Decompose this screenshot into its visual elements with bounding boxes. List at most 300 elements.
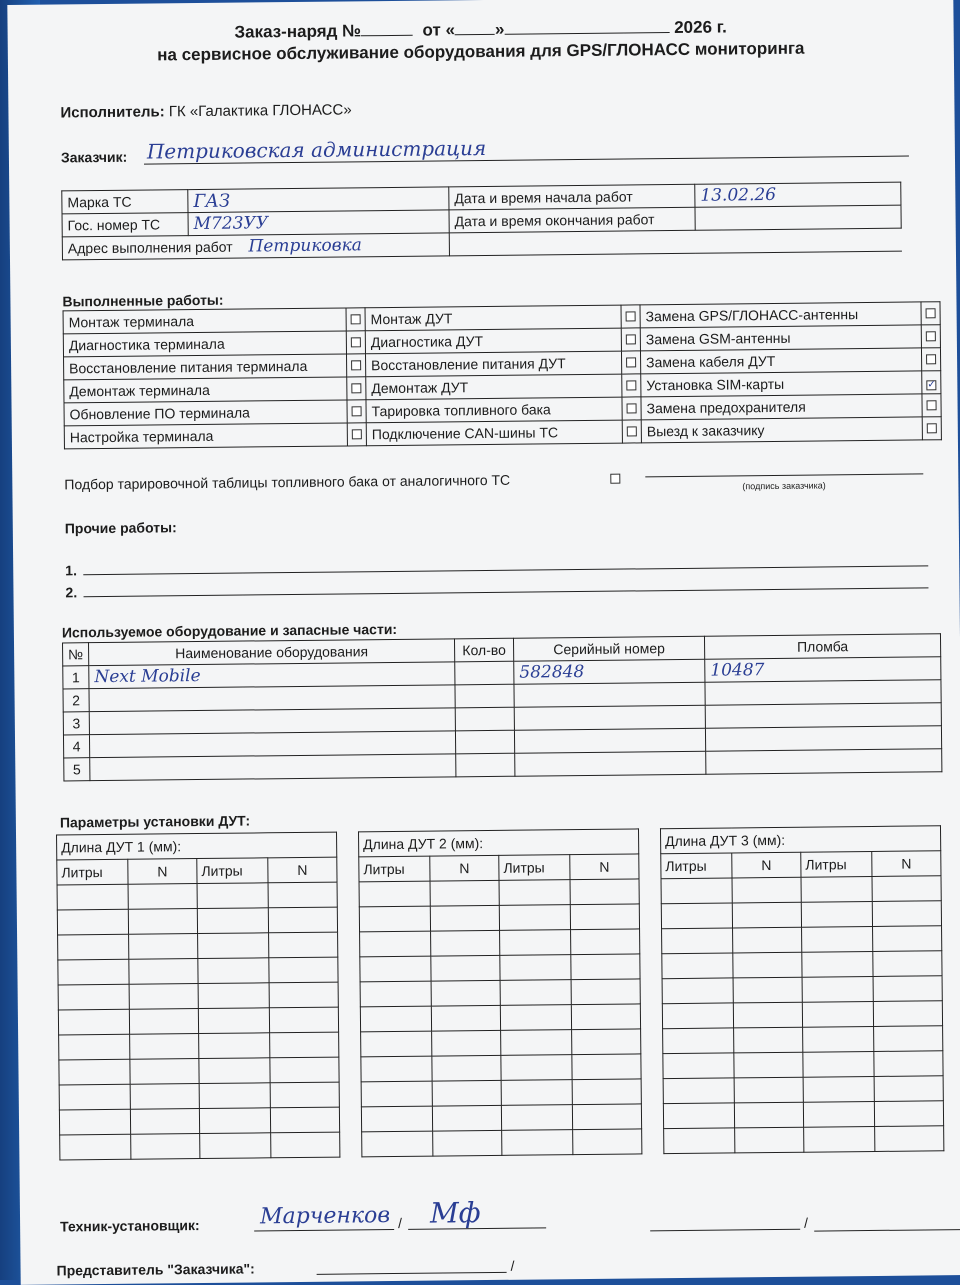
dut-cell[interactable] — [732, 902, 801, 928]
empty-box-icon — [926, 354, 936, 364]
dut-cell[interactable] — [804, 1126, 875, 1152]
address-label: Адрес выполнения работ — [67, 238, 233, 257]
empty-box-icon — [626, 357, 636, 367]
dut-row — [361, 1054, 641, 1082]
work-item-label: Замена предохранителя — [641, 394, 922, 420]
dut-cell[interactable] — [129, 934, 198, 960]
dut-cell[interactable] — [874, 1026, 943, 1052]
work-item-label: Тарировка топливного бака — [366, 397, 622, 423]
dut-cell[interactable] — [663, 1053, 734, 1079]
dut-row — [662, 926, 942, 954]
dut-cell[interactable] — [59, 1059, 130, 1085]
other-work-2-label: 2. — [65, 584, 78, 601]
dut-col-header: Литры — [57, 859, 128, 885]
work-item-label: Восстановление питания терминала — [64, 354, 347, 380]
address-line — [449, 228, 901, 256]
dut-row — [360, 929, 640, 957]
dut-cell[interactable] — [571, 979, 640, 1005]
dut-cell[interactable] — [872, 901, 941, 927]
dut-row — [662, 951, 942, 979]
dut-cell[interactable] — [58, 959, 129, 985]
vehicle-table — [61, 182, 902, 261]
dut-cell[interactable] — [572, 1054, 641, 1080]
dut-cell[interactable] — [268, 907, 337, 933]
dut-cell[interactable] — [271, 1132, 340, 1158]
calibration-checkbox[interactable] — [610, 471, 620, 489]
equipment-qty — [455, 707, 514, 731]
dut-cell[interactable] — [199, 1058, 270, 1084]
works-table — [63, 301, 942, 449]
dut-cell[interactable] — [573, 1129, 642, 1155]
work-item-checkbox[interactable] — [347, 400, 366, 423]
customer-rep-separator: / — [510, 1257, 515, 1274]
dut-cell[interactable] — [873, 951, 942, 977]
customer-rep-label: Представитель "Заказчика": — [56, 1260, 255, 1279]
dut-cell[interactable] — [662, 1003, 733, 1029]
dut-row — [58, 982, 338, 1010]
dut-cell[interactable] — [803, 1026, 874, 1052]
dut-row — [59, 1082, 339, 1110]
dut-cell[interactable] — [803, 1101, 874, 1127]
dut-cell[interactable] — [571, 1004, 640, 1030]
equipment-col-no: № — [63, 643, 89, 666]
technician-name-line — [254, 1229, 394, 1231]
order-title: Заказ-наряд № от « » 2026 г. — [234, 17, 727, 42]
dut-cell[interactable] — [662, 978, 733, 1004]
dut-cell[interactable] — [802, 976, 873, 1002]
dut-cell[interactable] — [58, 934, 129, 960]
dut-cell[interactable] — [570, 904, 639, 930]
dut-cell[interactable] — [500, 1005, 571, 1031]
dut-cell[interactable] — [199, 1033, 270, 1059]
dut-row — [362, 1129, 642, 1157]
dut-table-1 — [56, 832, 340, 1161]
work-item-label: Выезд к заказчику — [641, 417, 922, 443]
empty-box-icon — [927, 423, 937, 433]
dut-col-header: N — [732, 852, 801, 878]
dut-row — [662, 1001, 942, 1029]
dut-cell[interactable] — [873, 1001, 942, 1027]
dut-cell[interactable] — [269, 957, 338, 983]
dut-row — [361, 1104, 641, 1132]
equipment-qty — [455, 730, 514, 754]
dut-length-title: Длина ДУТ 1 (мм): — [57, 832, 337, 860]
equipment-serial — [514, 705, 705, 730]
empty-box-icon — [627, 403, 637, 413]
work-item-checkbox[interactable] — [347, 377, 366, 400]
dut-col-header: Литры — [197, 858, 268, 884]
brand-value: ГАЗ — [188, 187, 449, 213]
dut-cell[interactable] — [130, 1059, 199, 1085]
dut-row — [663, 1101, 943, 1129]
dut-cell[interactable] — [129, 1009, 198, 1035]
dut-cell[interactable] — [360, 931, 431, 957]
dut-cell[interactable] — [734, 1077, 803, 1103]
equipment-name: Next Mobile — [89, 662, 455, 689]
dut-cell[interactable] — [501, 1055, 572, 1081]
equipment-qty — [455, 661, 514, 685]
dut-row — [57, 882, 337, 910]
dut-cell[interactable] — [199, 1083, 270, 1109]
dut-row — [359, 879, 639, 907]
start-value: 13.02.26 — [695, 182, 901, 207]
work-item-label: Монтаж ДУТ — [365, 305, 621, 331]
dut-cell[interactable] — [431, 930, 500, 956]
dut-col-header: N — [430, 855, 499, 881]
dut-cell[interactable] — [130, 1034, 199, 1060]
dut-row — [60, 1132, 340, 1160]
empty-box-icon — [626, 311, 636, 321]
work-item-label: Замена GPS/ГЛОНАСС-антенны — [640, 302, 921, 328]
dut-cell[interactable] — [269, 932, 338, 958]
dut-cell[interactable] — [874, 1076, 943, 1102]
dut-cell[interactable] — [431, 980, 500, 1006]
dut-cell[interactable] — [661, 878, 732, 904]
work-item-label: Диагностика ДУТ — [365, 328, 621, 354]
dut-cell[interactable] — [661, 903, 732, 929]
equipment-no: 4 — [63, 735, 89, 758]
work-item-label: Восстановление питания ДУТ — [365, 351, 621, 377]
work-item-label: Замена GSM-антенны — [640, 325, 921, 351]
dut-cell[interactable] — [362, 1131, 433, 1157]
order-subtitle: на сервисное обслуживание оборудования для GPS/ГЛОНАСС мониторинга — [157, 38, 805, 65]
dut-cell[interactable] — [57, 884, 128, 910]
dut-cell[interactable] — [500, 930, 571, 956]
customer-value: Петриковская администрация — [146, 135, 487, 164]
work-item-checkbox[interactable] — [346, 331, 365, 354]
dut-cell[interactable] — [500, 955, 571, 981]
dut-col-header: Литры — [801, 851, 872, 877]
customer-signature-line — [645, 473, 923, 477]
dut-row — [59, 1107, 339, 1135]
work-item-checkbox[interactable] — [622, 397, 641, 420]
work-item-label: Обновление ПО терминала — [64, 400, 347, 426]
equipment-serial — [514, 728, 705, 753]
dut-cell[interactable] — [359, 881, 430, 907]
dut-cell[interactable] — [803, 1076, 874, 1102]
other-work-1-label: 1. — [65, 562, 78, 579]
dut-cell[interactable] — [733, 1002, 802, 1028]
dut-cell[interactable] — [735, 1127, 804, 1153]
dut-cell[interactable] — [198, 1008, 269, 1034]
work-item-checkbox[interactable] — [922, 394, 941, 417]
dut-row — [58, 1007, 338, 1035]
dut-cell[interactable] — [662, 953, 733, 979]
dut-cell[interactable] — [431, 955, 500, 981]
dut-cell[interactable] — [270, 1057, 339, 1083]
dut-cell[interactable] — [58, 1009, 129, 1035]
dut-col-header: N — [268, 857, 337, 883]
dut-cell[interactable] — [801, 901, 872, 927]
empty-box-icon — [927, 400, 937, 410]
dut-cell[interactable] — [499, 905, 570, 931]
order-day-blank — [455, 20, 495, 35]
dut-col-header: N — [872, 851, 941, 877]
brand-label: Марка ТС — [62, 190, 188, 214]
dut-row — [359, 904, 639, 932]
work-order-sheet — [7, 0, 960, 1285]
equipment-title: Используемое оборудование и запасные части: — [61, 620, 398, 641]
dut-row — [59, 1032, 339, 1060]
work-item-checkbox[interactable] — [346, 354, 365, 377]
dut-cell[interactable] — [802, 926, 873, 952]
dut-row — [663, 1051, 943, 1079]
work-item-checkbox[interactable] — [621, 351, 640, 374]
dut-cell[interactable] — [801, 876, 872, 902]
dut-row — [360, 954, 640, 982]
dut-row — [57, 907, 337, 935]
dut-cell[interactable] — [433, 1130, 502, 1156]
dut-cell[interactable] — [269, 982, 338, 1008]
customer-label: Заказчик: — [60, 148, 128, 166]
dut-cell[interactable] — [432, 1030, 501, 1056]
dut-cell[interactable] — [432, 1055, 501, 1081]
dut-cell[interactable] — [803, 1051, 874, 1077]
dut-col-header: Литры — [661, 853, 732, 879]
work-item-checkbox[interactable] — [921, 302, 940, 325]
work-item-checkbox[interactable] — [622, 374, 641, 397]
work-item-checkbox[interactable] — [346, 308, 365, 331]
customer-rep-line — [317, 1272, 507, 1275]
other-works-title: Прочие работы: — [64, 519, 177, 537]
equipment-col-name: Наименование оборудования — [89, 639, 455, 666]
dut-cell[interactable] — [130, 1109, 199, 1135]
dut-cell[interactable] — [664, 1128, 735, 1154]
equipment-qty — [455, 684, 514, 708]
dut-cell[interactable] — [129, 984, 198, 1010]
technician-separator: / — [398, 1214, 403, 1231]
dut-cell[interactable] — [572, 1104, 641, 1130]
equipment-name — [90, 754, 456, 781]
dut-row — [661, 876, 941, 904]
order-number-blank — [361, 21, 413, 37]
dut-row — [361, 1079, 641, 1107]
dut-cell[interactable] — [733, 927, 802, 953]
work-item-label: Настройка терминала — [64, 423, 347, 449]
dut-cell[interactable] — [360, 956, 431, 982]
dut-cell[interactable] — [734, 1052, 803, 1078]
dut-cell[interactable] — [128, 909, 197, 935]
dut-cell[interactable] — [268, 882, 337, 908]
plate-value: М723УУ — [188, 210, 449, 236]
technician-label: Техник-установщик: — [60, 1217, 200, 1235]
dut-cell[interactable] — [663, 1078, 734, 1104]
equipment-col-qty: Кол-во — [455, 638, 514, 662]
dut-cell[interactable] — [361, 1056, 432, 1082]
dut-cell[interactable] — [57, 909, 128, 935]
dut-row — [663, 1076, 943, 1104]
work-item-label: Замена кабеля ДУТ — [640, 348, 921, 374]
work-item-label: Диагностика терминала — [63, 331, 346, 357]
dut-cell[interactable] — [874, 1101, 943, 1127]
other-work-2-line — [84, 587, 929, 597]
dut-col-header: Литры — [499, 855, 570, 881]
dut-cell[interactable] — [128, 884, 197, 910]
executor-row — [60, 101, 351, 121]
dut-cell[interactable] — [197, 883, 268, 909]
dut-cell[interactable] — [130, 1084, 199, 1110]
dut-row — [662, 976, 942, 1004]
dut-cell[interactable] — [733, 952, 802, 978]
empty-box-icon — [627, 426, 637, 436]
work-item-checkbox[interactable] — [922, 371, 941, 394]
dut-cell[interactable] — [501, 1105, 572, 1131]
dut-cell[interactable] — [572, 1029, 641, 1055]
work-item-checkbox[interactable] — [621, 305, 640, 328]
work-item-checkbox[interactable] — [347, 423, 366, 446]
dut-cell[interactable] — [58, 984, 129, 1010]
equipment-serial — [514, 682, 705, 707]
dut-length-title: Длина ДУТ 2 (мм): — [359, 829, 639, 857]
dut-cell[interactable] — [872, 876, 941, 902]
dut-cell[interactable] — [200, 1133, 271, 1159]
dut-cell[interactable] — [571, 954, 640, 980]
signature-caption: (подпись заказчика) — [742, 480, 826, 492]
dut-cell[interactable] — [360, 1006, 431, 1032]
equipment-no: 3 — [63, 712, 89, 735]
dut-cell[interactable] — [361, 1031, 432, 1057]
dut-cell[interactable] — [875, 1126, 944, 1152]
dut-cell[interactable] — [430, 905, 499, 931]
work-item-checkbox[interactable] — [921, 325, 940, 348]
dut-title: Параметры установки ДУТ: — [59, 812, 251, 831]
dut-cell[interactable] — [733, 977, 802, 1003]
dut-row — [664, 1126, 944, 1154]
empty-box-icon — [926, 331, 936, 341]
empty-box-icon — [352, 429, 362, 439]
dut-cell[interactable] — [802, 1001, 873, 1027]
empty-box-icon — [351, 360, 361, 370]
equipment-seal — [706, 749, 942, 774]
dut-row — [663, 1026, 943, 1054]
dut-cell[interactable] — [502, 1130, 573, 1156]
dut-cell[interactable] — [663, 1103, 734, 1129]
works-title: Выполненные работы: — [62, 291, 224, 310]
dut-cell[interactable] — [802, 951, 873, 977]
dut-cell[interactable] — [663, 1028, 734, 1054]
dut-cell[interactable] — [59, 1109, 130, 1135]
dut-cell[interactable] — [431, 1005, 500, 1031]
dut-col-header: N — [570, 854, 639, 880]
equipment-no: 5 — [64, 758, 90, 781]
dut-row — [58, 957, 338, 985]
dut-cell[interactable] — [361, 1081, 432, 1107]
technician-sign-line — [408, 1227, 546, 1229]
dut-cell[interactable] — [360, 981, 431, 1007]
dut-cell[interactable] — [430, 880, 499, 906]
work-item-label: Установка SIM-карты — [641, 371, 922, 397]
dut-cell[interactable] — [269, 1007, 338, 1033]
dut-cell[interactable] — [734, 1027, 803, 1053]
dut-cell[interactable] — [198, 958, 269, 984]
dut-cell[interactable] — [198, 933, 269, 959]
dut-cell[interactable] — [873, 976, 942, 1002]
equipment-col-seal: Пломба — [705, 634, 941, 659]
dut-cell[interactable] — [197, 908, 268, 934]
dut-col-header: Литры — [359, 856, 430, 882]
dut-cell[interactable] — [662, 928, 733, 954]
dut-cell[interactable] — [501, 1080, 572, 1106]
work-item-label: Демонтаж ДУТ — [366, 374, 622, 400]
address-value: Петриковка — [248, 235, 362, 257]
technician-extra-line-1 — [650, 1229, 800, 1232]
work-item-checkbox[interactable] — [622, 420, 641, 443]
empty-box-icon — [351, 314, 361, 324]
work-item-checkbox[interactable] — [921, 348, 940, 371]
end-label: Дата и время окончания работ — [449, 207, 695, 233]
equipment-seal: 10487 — [705, 657, 941, 682]
dut-cell[interactable] — [361, 1106, 432, 1132]
executor-label: Исполнитель: — [60, 103, 165, 122]
address-cell — [62, 233, 449, 260]
dut-cell[interactable] — [432, 1105, 501, 1131]
empty-box-icon — [351, 383, 361, 393]
dut-cell[interactable] — [359, 906, 430, 932]
dut-cell[interactable] — [734, 1102, 803, 1128]
dut-cell[interactable] — [129, 959, 198, 985]
dut-cell[interactable] — [199, 1108, 270, 1134]
dut-cell[interactable] — [571, 929, 640, 955]
technician-signature: Мф — [429, 1196, 481, 1230]
dut-cell[interactable] — [873, 926, 942, 952]
order-month-blank — [504, 18, 669, 35]
dut-row — [58, 932, 338, 960]
equipment-seal — [705, 680, 941, 705]
dut-cell[interactable] — [500, 980, 571, 1006]
checked-box-icon: ✓ — [927, 379, 936, 391]
empty-box-icon — [926, 308, 936, 318]
equipment-serial: 582848 — [514, 659, 705, 684]
dut-cell[interactable] — [60, 1134, 131, 1160]
dut-cell[interactable] — [59, 1034, 130, 1060]
dut-cell[interactable] — [572, 1079, 641, 1105]
equipment-qty — [456, 753, 515, 777]
dut-row — [59, 1057, 339, 1085]
dut-cell[interactable] — [499, 880, 570, 906]
work-item-label: Демонтаж терминала — [64, 377, 347, 403]
end-value — [695, 205, 901, 230]
empty-box-icon — [352, 406, 362, 416]
dut-cell[interactable] — [270, 1082, 339, 1108]
dut-row — [360, 1004, 640, 1032]
work-item-checkbox[interactable] — [922, 417, 941, 440]
equipment-seal — [705, 703, 941, 728]
plate-label: Гос. номер ТС — [62, 213, 188, 237]
dut-cell[interactable] — [432, 1080, 501, 1106]
dut-cell[interactable] — [732, 877, 801, 903]
dut-row — [661, 901, 941, 929]
dut-cell[interactable] — [570, 879, 639, 905]
equipment-col-serial: Серийный номер — [514, 636, 705, 661]
dut-cell[interactable] — [270, 1032, 339, 1058]
dut-cell[interactable] — [198, 983, 269, 1009]
equipment-serial — [515, 751, 706, 776]
dut-cell[interactable] — [59, 1084, 130, 1110]
work-item-label: Монтаж терминала — [63, 308, 346, 334]
work-item-checkbox[interactable] — [621, 328, 640, 351]
dut-row — [360, 979, 640, 1007]
equipment-no: 1 — [63, 666, 89, 689]
equipment-no: 2 — [63, 689, 89, 712]
technician-name: Марченков — [259, 1203, 391, 1230]
dut-cell[interactable] — [270, 1107, 339, 1133]
dut-cell[interactable] — [131, 1134, 200, 1160]
dut-col-header: N — [128, 859, 197, 885]
work-item-label: Подключение CAN-шины ТС — [366, 420, 622, 446]
equipment-seal — [705, 726, 941, 751]
dut-cell[interactable] — [874, 1051, 943, 1077]
dut-cell[interactable] — [501, 1030, 572, 1056]
